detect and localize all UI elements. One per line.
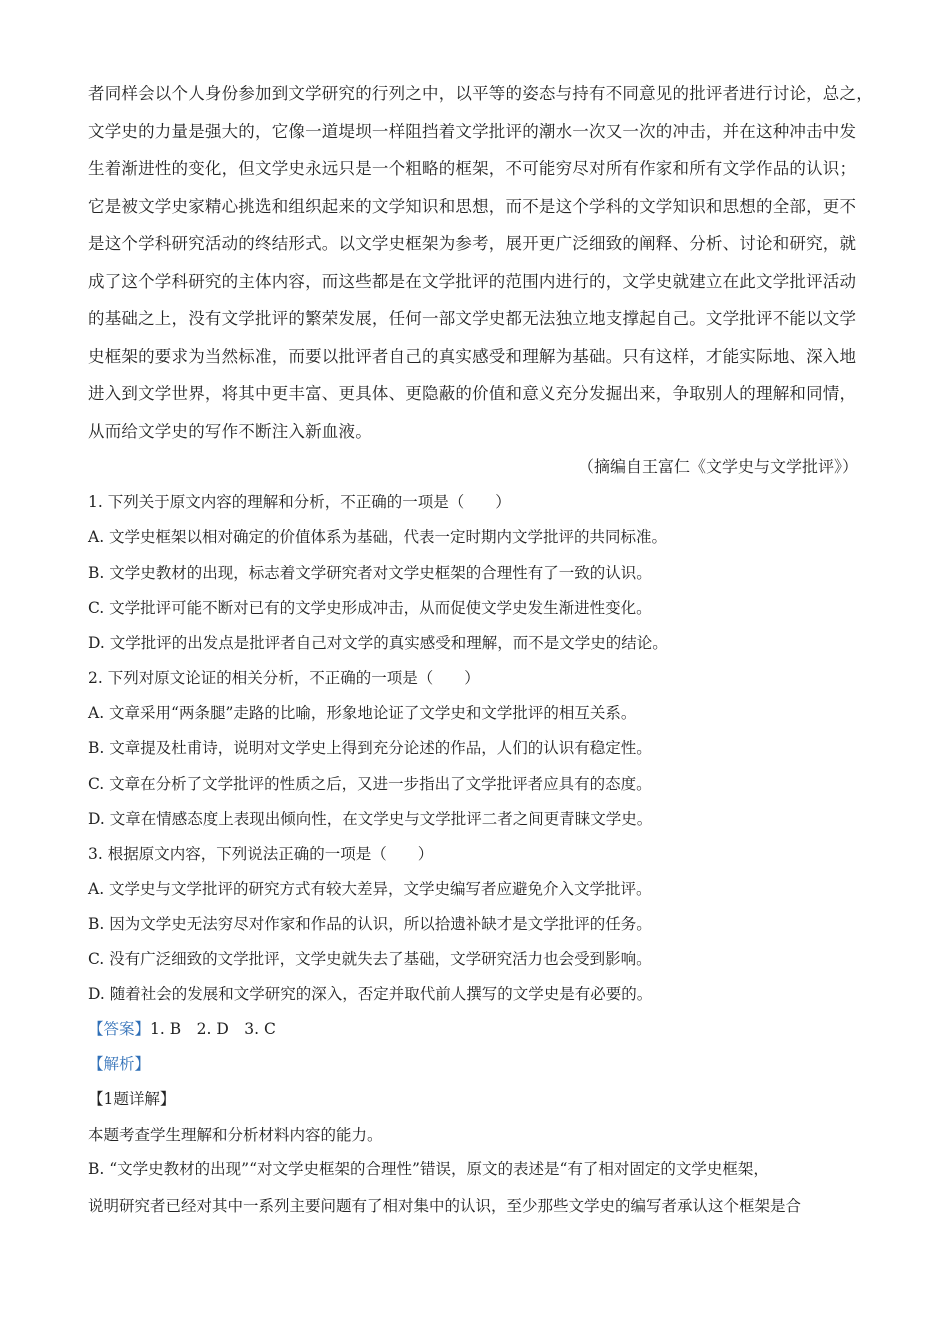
option-d: D. 随着社会的发展和文学研究的深入，否定并取代前人撰写的文学史是有必要的。	[88, 985, 653, 1003]
analysis-line: 说明研究者已经对其中一系列主要问题有了相对集中的认识，至少那些文学史的编写者承认这个框架是合	[88, 1197, 802, 1215]
analysis-detail-title: 【1题详解】	[88, 1090, 176, 1108]
passage-line: 者同样会以个人身份参加到文学研究的行列之中，以平等的姿态与持有不同意见的批评者进行讨论，总之，	[88, 84, 873, 103]
passage-line: 的基础之上，没有文学批评的繁荣发展，任何一部文学史都无法独立地支撑起自己。文学批评不能以文学	[88, 309, 857, 328]
analysis-line: B. “文学史教材的出现”“对文学史框架的合理性”错误，原文的表述是“有了相对固定的文学史框架，	[88, 1160, 769, 1178]
passage-line: 生着渐进性的变化，但文学史永远只是一个粗略的框架，不可能穷尽对所有作家和所有文学作品的认识；	[88, 159, 857, 178]
question-stem: 1. 下列关于原文内容的理解和分析，不正确的一项是（ ）	[88, 493, 511, 511]
option-d: D. 文章在情感态度上表现出倾向性，在文学史与文学批评二者之间更青睐文学史。	[88, 810, 653, 828]
passage-line: 文学史的力量是强大的，它像一道堤坝一样阻挡着文学批评的潮水一次又一次的冲击，并在这种冲击中发	[88, 122, 857, 141]
answer-line	[88, 1017, 276, 1039]
passage-line: 是这个学科研究活动的终结形式。以文学史框架为参考，展开更广泛细致的阐释、分析、讨论和研究，就	[88, 234, 857, 253]
passage-line: 成了这个学科研究的主体内容，而这些都是在文学批评的范围内进行的，文学史就建立在此文学批评活动	[88, 272, 857, 291]
option-c: C. 文章在分析了文学批评的性质之后，又进一步指出了文学批评者应具有的态度。	[88, 775, 652, 793]
passage-line: 从而给文学史的写作不断注入新血液。	[88, 422, 372, 441]
question-stem: 3. 根据原文内容，下列说法正确的一项是（ ）	[88, 845, 434, 863]
passage-source: （摘编自王富仁《文学史与文学批评》）	[577, 457, 858, 476]
option-a: A. 文章采用“两条腿”走路的比喻，形象地论证了文学史和文学批评的相互关系。	[88, 704, 637, 722]
passage-line: 它是被文学史家精心挑选和组织起来的文学知识和思想，而不是这个学科的文学知识和思想的全部，更不	[88, 197, 857, 216]
passage-line: 史框架的要求为当然标准，而要以批评者自己的真实感受和理解为基础。只有这样，才能实际地、深入地	[88, 347, 857, 366]
analysis-line: 本题考查学生理解和分析材料内容的能力。	[88, 1126, 383, 1144]
analysis-label: 【解析】	[88, 1055, 151, 1073]
option-d: D. 文学批评的出发点是批评者自己对文学的真实感受和理解，而不是文学史的结论。	[88, 634, 668, 652]
question-stem: 2. 下列对原文论证的相关分析，不正确的一项是（ ）	[88, 669, 480, 687]
option-a: A. 文学史框架以相对确定的价值体系为基础，代表一定时期内文学批评的共同标准。	[88, 528, 668, 546]
answer-label: 【答案】	[88, 1020, 151, 1038]
passage-line: 进入到文学世界，将其中更丰富、更具体、更隐蔽的价值和意义充分发掘出来，争取别人的理解和同情，	[88, 384, 857, 403]
option-c: C. 没有广泛细致的文学批评，文学史就失去了基础，文学研究活力也会受到影响。	[88, 950, 652, 968]
option-c: C. 文学批评可能不断对已有的文学史形成冲击，从而促使文学史发生渐进性变化。	[88, 599, 652, 617]
option-b: B. 文学史教材的出现，标志着文学研究者对文学史框架的合理性有了一致的认识。	[88, 564, 652, 582]
option-b: B. 因为文学史无法穷尽对作家和作品的认识，所以拾遗补缺才是文学批评的任务。	[88, 915, 652, 933]
answer-text: 1. B 2. D 3. C	[150, 1020, 276, 1038]
option-b: B. 文章提及杜甫诗，说明对文学史上得到充分论述的作品，人们的认识有稳定性。	[88, 739, 652, 757]
option-a: A. 文学史与文学批评的研究方式有较大差异，文学史编写者应避免介入文学批评。	[88, 880, 652, 898]
